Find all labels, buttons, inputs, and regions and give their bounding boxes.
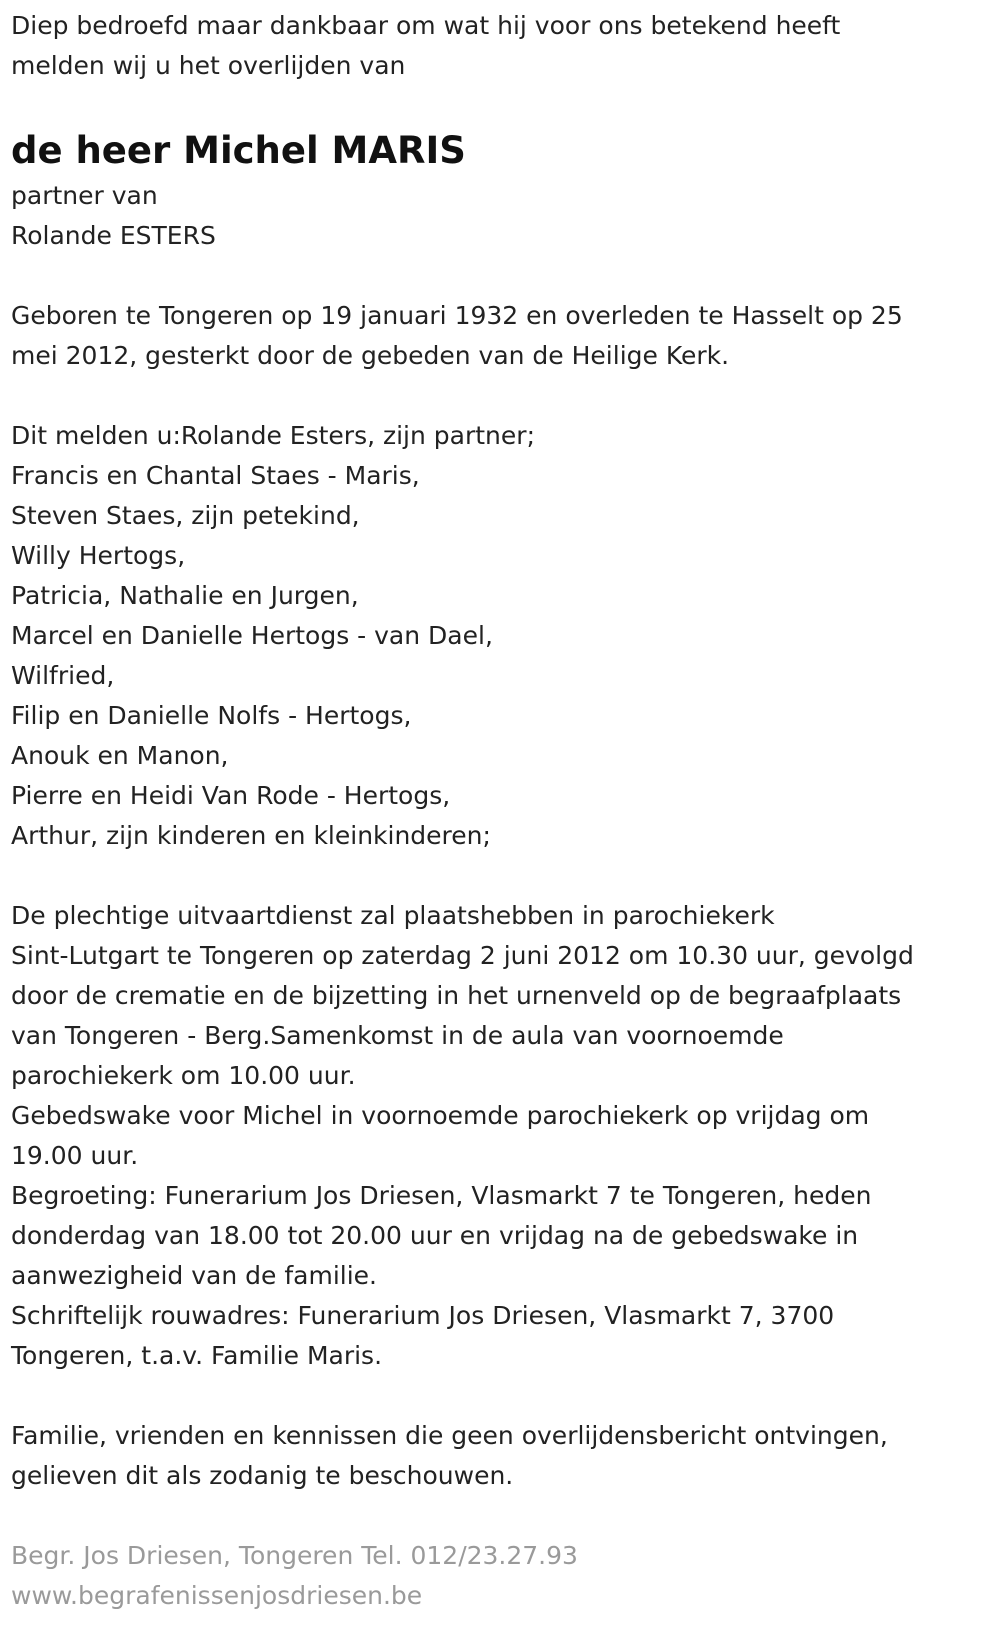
mourner-line: Wilfried, <box>11 661 115 690</box>
closing-text <box>11 1416 1000 1496</box>
mourner-line: Patricia, Nathalie en Jurgen, <box>11 581 359 610</box>
mourner-line: Dit melden u:Rolande Esters, zijn partner; <box>11 421 535 450</box>
service-line: Sint-Lutgart te Tongeren op zaterdag 2 juni 2012 om 10.30 uur, gevolgd <box>11 941 914 970</box>
service-details <box>11 896 1000 1376</box>
intro-text <box>11 6 1000 86</box>
funeral-home-website: www.begrafenissenjosdriesen.be <box>11 1581 423 1610</box>
service-line: donderdag van 18.00 tot 20.00 uur en vrijdag na de gebedswake in <box>11 1221 859 1250</box>
mourner-line: Steven Staes, zijn petekind, <box>11 501 360 530</box>
mourner-line: Anouk en Manon, <box>11 741 229 770</box>
intro-line: Diep bedroefd maar dankbaar om wat hij voor ons betekend heeft <box>11 11 841 40</box>
deceased-name: de heer Michel MARIS <box>11 129 466 172</box>
service-line: De plechtige uitvaartdienst zal plaatshebben in parochiekerk <box>11 901 775 930</box>
service-line: parochiekerk om 10.00 uur. <box>11 1061 356 1090</box>
birth-death-info <box>11 296 1000 376</box>
birth-death-line: mei 2012, gesterkt door de gebeden van de Heilige Kerk. <box>11 341 730 370</box>
closing-line: gelieven dit als zodanig te beschouwen. <box>11 1461 514 1490</box>
birth-death-line: Geboren te Tongeren op 19 januari 1932 en overleden te Hasselt op 25 <box>11 301 903 330</box>
service-line: Schriftelijk rouwadres: Funerarium Jos Driesen, Vlasmarkt 7, 3700 <box>11 1301 835 1330</box>
mourners-list <box>11 416 1000 856</box>
partner-info <box>11 176 1000 256</box>
service-line: van Tongeren - Berg.Samenkomst in de aula van voornoemde <box>11 1021 784 1050</box>
intro-line: melden wij u het overlijden van <box>11 51 406 80</box>
mourner-line: Willy Hertogs, <box>11 541 186 570</box>
funeral-home-footer <box>11 1536 1000 1616</box>
partner-line: partner van <box>11 181 158 210</box>
service-line: Begroeting: Funerarium Jos Driesen, Vlasmarkt 7 te Tongeren, heden <box>11 1181 872 1210</box>
mourner-line: Pierre en Heidi Van Rode - Hertogs, <box>11 781 451 810</box>
mourner-line: Arthur, zijn kinderen en kleinkinderen; <box>11 821 491 850</box>
partner-line: Rolande ESTERS <box>11 221 216 250</box>
service-line: 19.00 uur. <box>11 1141 139 1170</box>
funeral-home-contact: Begr. Jos Driesen, Tongeren Tel. 012/23.27.93 <box>11 1541 578 1570</box>
mourner-line: Francis en Chantal Staes - Maris, <box>11 461 420 490</box>
closing-line: Familie, vrienden en kennissen die geen overlijdensbericht ontvingen, <box>11 1421 888 1450</box>
mourner-line: Filip en Danielle Nolfs - Hertogs, <box>11 701 412 730</box>
service-line: door de crematie en de bijzetting in het urnenveld op de begraafplaats <box>11 981 902 1010</box>
mourner-line: Marcel en Danielle Hertogs - van Dael, <box>11 621 493 650</box>
service-line: aanwezigheid van de familie. <box>11 1261 377 1290</box>
service-line: Gebedswake voor Michel in voornoemde parochiekerk op vrijdag om <box>11 1101 870 1130</box>
service-line: Tongeren, t.a.v. Familie Maris. <box>11 1341 383 1370</box>
